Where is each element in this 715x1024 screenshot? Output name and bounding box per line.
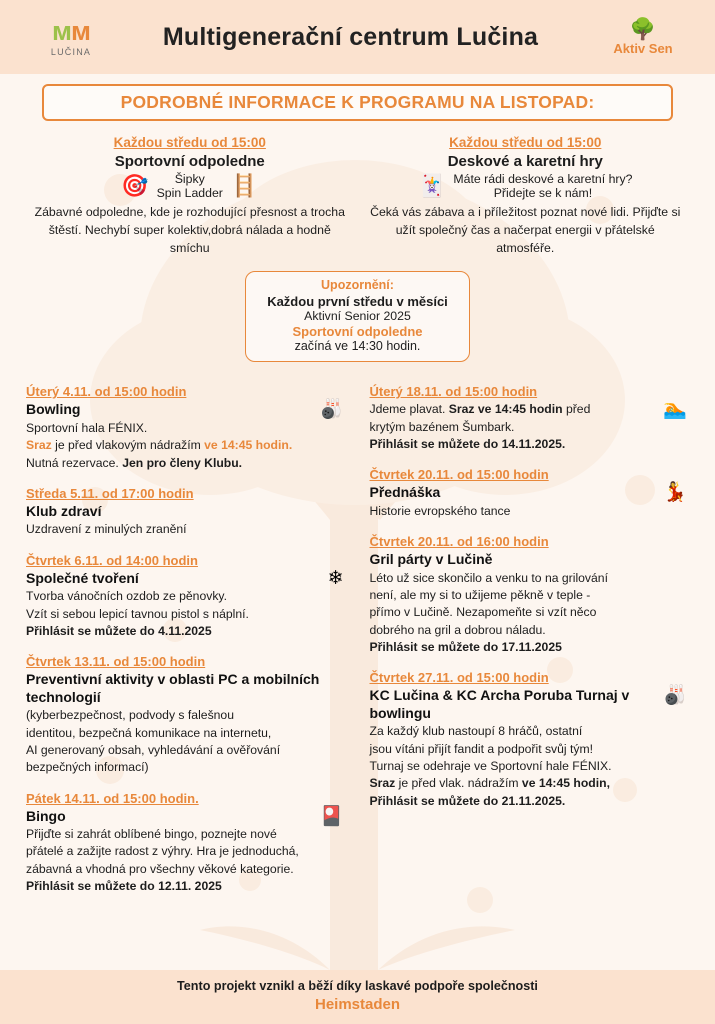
bingo-cards-icon: 🎴 (319, 805, 344, 827)
notice-line-5: začíná ve 14:30 hodin. (294, 339, 421, 354)
event-description-line: Uzdravení z minulých zranění (26, 522, 187, 537)
event-description-line: Přihlásit se můžete do 17.11.2025 (369, 640, 562, 655)
event-title: Bowling (26, 401, 81, 418)
event-description (26, 521, 346, 538)
event-description-line: přátelé a zažijte radost z výhry. Hra je jednoduchá, (26, 844, 299, 859)
event-description-line: zábavná a vhodná pro všechny věkové kategorie. (26, 861, 294, 876)
event-title: Společné tvoření (26, 569, 139, 586)
event-description-line: Sraz je před vlak. nádražím ve 14:45 hodin, (369, 776, 610, 791)
event-description (26, 588, 346, 640)
bowling-icon: 🎳 (663, 685, 687, 707)
logo-lucina (32, 7, 110, 67)
event-description-line: AI generovaný obsah, vyhledávání a ověřování (26, 742, 281, 757)
page-title: Multigenerační centrum Lučina (162, 22, 539, 51)
weekly-text: Zábavné odpoledne, kde je rozhodující přesnost a trocha štěstí. Nechybí super kolektiv,dobrá nálada a hodně smíchu (34, 205, 345, 255)
weekly-icon-label-1: Máte rádi deskové a karetní hry? (453, 172, 633, 186)
event-description-line: jsou vítáni přijít fandit a podpořit svůj tým! (369, 741, 594, 756)
event-description-line: Léto už sice skončilo a venku to na grilování (369, 570, 608, 585)
event-description (370, 723, 690, 810)
weekly-text: Čeká vás zábava a i příležitost poznat nové lidi. Přijďte si užít společný čas a načerpat energii v přátelské atmosféře. (370, 205, 681, 255)
playing-cards-icon: 🃏 (418, 173, 446, 198)
event-description-line: Přijďte si zahrát oblíbené bingo, poznejte nové (26, 827, 277, 842)
event-description (26, 420, 346, 472)
event-description (370, 401, 690, 453)
event-item (26, 384, 346, 471)
dartboard-icon: 🎯 (121, 173, 149, 198)
event-item (26, 654, 346, 776)
event-description-line: (kyberbezpečnost, podvody s falešnou (26, 708, 234, 723)
event-date: Úterý 18.11. od 15:00 hodin (369, 384, 538, 400)
event-description-line: Přihlásit se můžete do 21.11.2025. (369, 793, 566, 808)
weekly-icon-row (30, 172, 350, 200)
event-date: Úterý 4.11. od 15:00 hodin (26, 384, 187, 400)
event-title: KC Lučina & KC Archa Poruba Turnaj v bowlingu (369, 687, 630, 721)
event-description (370, 503, 690, 520)
event-title: Přednáška (369, 484, 441, 501)
footer-support-text: Tento projekt vznikl a běží díky laskavé podpoře společnosti (177, 979, 538, 993)
weekly-icon-label-2: Přidejte se k nám! (493, 186, 593, 200)
dancers-icon: 💃 (663, 482, 687, 504)
event-date: Čtvrtek 20.11. od 16:00 hodin (369, 534, 549, 550)
event-description-line: přímo v Lučině. Nezapomeňte si vzít něco (369, 605, 597, 620)
swimmer-icon: 🏊 (663, 399, 687, 421)
page-footer (0, 970, 715, 1024)
page-header (0, 0, 715, 74)
event-description-line: identitou, bezpečná komunikace na internetu, (26, 725, 272, 740)
event-title: Bingo (26, 807, 66, 824)
notice-line-4: Sportovní odpoledne (292, 324, 423, 340)
notice-line-3: Aktivní Senior 2025 (304, 309, 411, 324)
ladder-icon: 🪜 (230, 173, 259, 198)
event-description-line: Za každý klub nastoupí 8 hráčů, ostatní (369, 724, 583, 739)
event-description-line: Historie evropského tance (369, 503, 511, 518)
event-description-line: Vzít si sebou lepicí tavnou pistol s náplní. (26, 606, 249, 621)
logo-lucina-mark: ᴍᴍ (52, 15, 90, 46)
event-description-line: Jdeme plavat. Sraz ve 14:45 hodin před (369, 402, 591, 417)
weekly-title: Deskové a karetní hry (447, 153, 603, 170)
event-description-line: není, ale my si to užijeme pěkně v teple - (369, 588, 591, 603)
event-item (370, 534, 690, 656)
footer-sponsor-name: Heimstaden (314, 996, 401, 1013)
weekly-activity-boardgames (358, 135, 694, 257)
event-description-line: Tvorba vánočních ozdob ze pěnovky. (26, 589, 227, 604)
tree-icon: 🌳 (629, 17, 657, 41)
snowflake-icon: ❄ (327, 567, 344, 589)
event-item (370, 384, 690, 453)
bowling-icon: 🎳 (319, 399, 344, 421)
program-banner: PODROBNÉ INFORMACE K PROGRAMU NA LISTOPAD: (42, 84, 673, 121)
event-title: Gril párty v Lučině (369, 551, 493, 568)
events-column-right (358, 384, 702, 909)
event-description-line: Sraz je před vlakovým nádražím ve 14:45 hodin. (26, 438, 293, 453)
event-title: Preventivní aktivity v oblasti PC a mobilních technologií (26, 671, 320, 705)
weekly-title: Sportovní odpoledne (114, 153, 265, 170)
weekly-when: Každou středu od 15:00 (449, 135, 602, 150)
event-date: Čtvrtek 27.11. od 15:00 hodin (369, 670, 549, 686)
event-title: Klub zdraví (26, 502, 102, 519)
event-item (26, 486, 346, 539)
event-date: Středa 5.11. od 17:00 hodin (26, 485, 194, 501)
weekly-icon-label-2: Spin Ladder (156, 186, 223, 200)
event-description-line: Nutná rezervace. Jen pro členy Klubu. (26, 455, 243, 470)
weekly-when: Každou středu od 15:00 (113, 135, 266, 150)
event-item (26, 553, 346, 640)
event-description (26, 826, 346, 895)
logo-lucina-label: LUČINA (50, 46, 92, 57)
weekly-icon-label-1: Šipky (174, 172, 205, 186)
event-description-line: Přihlásit se můžete do 4.11.2025 (26, 623, 212, 638)
event-date: Čtvrtek 6.11. od 14:00 hodin (26, 552, 198, 568)
weekly-activity-sport (22, 135, 358, 257)
notice-heading: Upozornění: (321, 278, 394, 293)
notice-box (245, 271, 470, 362)
weekly-activities (0, 135, 715, 257)
event-description-line: Přihlásit se můžete do 12.11. 2025 (26, 879, 222, 894)
event-item (370, 670, 690, 810)
event-description (370, 570, 690, 657)
event-item (370, 467, 690, 520)
event-description-line: dobrého na gril a dobrou náladu. (369, 622, 546, 637)
event-description-line: bezpečných informací) (26, 760, 149, 775)
event-description-line: Turnaj se odehraje ve Sportovní hale FÉNIX. (369, 759, 612, 774)
event-date: Čtvrtek 13.11. od 15:00 hodin (26, 654, 206, 670)
weekly-icon-row (366, 172, 686, 200)
event-description-line: Sportovní hala FÉNIX. (26, 420, 148, 435)
logo-aktiv-sen (591, 19, 695, 56)
event-date: Pátek 14.11. od 15:00 hodin. (26, 790, 199, 806)
logo-aktiv-sen-label: Aktiv Sen (613, 40, 673, 56)
event-item (26, 791, 346, 896)
notice-line-2: Každou první středu v měsíci (267, 294, 448, 310)
event-description-line: krytým bazénem Šumbark. (369, 419, 515, 434)
events-section (0, 384, 715, 909)
event-description-line: Přihlásit se můžete do 14.11.2025. (369, 437, 566, 452)
event-description (26, 707, 346, 776)
events-column-left (14, 384, 358, 909)
event-date: Čtvrtek 20.11. od 15:00 hodin (369, 467, 549, 483)
